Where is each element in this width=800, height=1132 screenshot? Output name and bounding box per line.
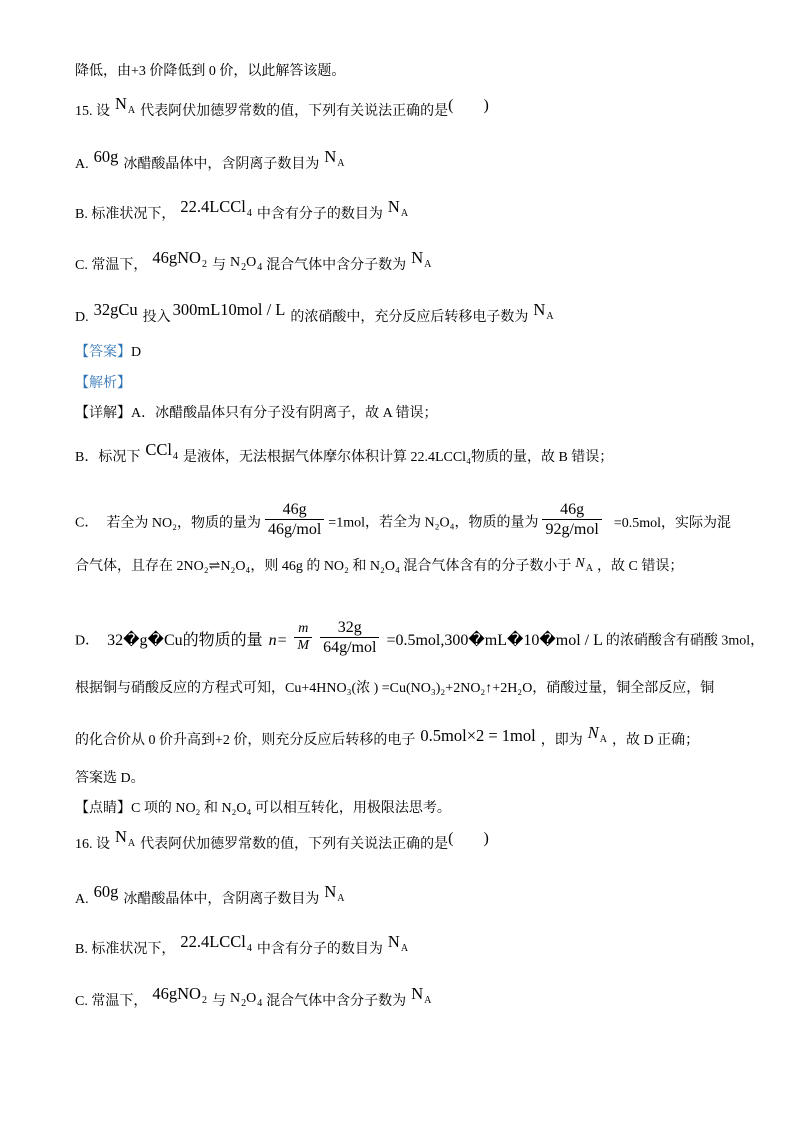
formula-subscript: 2 — [241, 998, 247, 1009]
fraction-denominator: 92g/mol — [545, 521, 599, 538]
symbol-subscript: A — [424, 995, 432, 1006]
symbol-n: N — [533, 300, 546, 319]
tip-text: C 项的 NO₂ 和 N₂O₄ 可以相互转化，用极限法思考。 — [131, 801, 451, 816]
fraction-denominator: M — [297, 638, 310, 653]
detail-b-text: 是液体，无法根据气体摩尔体积计算 22.4LCCl₄物质的量，故 B 错误； — [182, 450, 614, 465]
symbol-n: N — [387, 932, 400, 951]
option-text: 冰醋酸晶体中，含阴离子数目为 — [123, 892, 320, 907]
question-stem-text: 代表阿伏加德罗常数的值，下列有关说法正确的是 — [140, 104, 449, 119]
symbol-n: N — [587, 723, 599, 742]
symbol-subscript: A — [337, 893, 345, 904]
option-formula — [180, 932, 252, 954]
option-formula-2 — [229, 991, 263, 1009]
option-label: A. — [75, 157, 89, 172]
formula-subscript: 4 — [246, 208, 252, 219]
question-number: 16. 设 — [75, 837, 110, 852]
conclusion-line: 答案选 D。 — [75, 771, 145, 786]
avogadro-symbol-italic — [587, 723, 607, 745]
formula-part: N — [229, 255, 241, 270]
fraction-numerator: 46g — [265, 500, 324, 520]
option-text: 冰醋酸晶体中，含阴离子数目为 — [123, 157, 320, 172]
formula-main: CCl — [145, 440, 172, 459]
detail-d-text-1: 32�g�Cu的物质的量 — [107, 631, 263, 649]
option-label: B. 标准状况下， — [75, 207, 176, 222]
option-formula-1 — [152, 984, 207, 1006]
avogadro-symbol — [115, 827, 136, 849]
formula-subscript: 4 — [257, 262, 263, 273]
symbol-n: N — [324, 147, 337, 166]
formula-subscript: 4 — [246, 943, 252, 954]
symbol-n: N — [575, 556, 585, 571]
option-formula-2 — [229, 255, 263, 273]
detail-d-line-1 — [75, 619, 765, 661]
formula-subscript: 4 — [172, 451, 178, 462]
q15-option-c — [75, 248, 436, 277]
detail-b-line — [75, 440, 614, 469]
formula-subscript: 2 — [241, 262, 247, 273]
detail-d-result: =0.5mol,300�mL�10�mol / L — [386, 631, 603, 649]
option-text: 的浓硝酸中，充分反应后转移电子数为 — [290, 310, 529, 325]
detail-b-formula — [145, 440, 178, 462]
q16-option-a — [75, 882, 350, 911]
formula-part: N — [229, 991, 241, 1006]
avogadro-symbol — [115, 94, 136, 116]
formula-main: 22.4LCCl — [180, 932, 246, 951]
answer-label: 【答案】 — [75, 345, 131, 360]
q15-option-d — [75, 300, 559, 329]
avogadro-symbol — [411, 984, 432, 1006]
symbol-subscript: A — [400, 208, 409, 219]
symbol-subscript: A — [546, 311, 554, 322]
detail-a-text: A．冰醋酸晶体只有分子没有阴离子，故 A 错误； — [131, 406, 438, 421]
option-text: 混合气体中含分子数为 — [266, 258, 407, 273]
q15-option-b — [75, 197, 413, 226]
question-stem-text: 代表阿伏加德罗常数的值，下列有关说法正确的是 — [140, 837, 449, 852]
avogadro-symbol-italic — [575, 556, 593, 574]
symbol-subscript: A — [337, 158, 345, 169]
detail-c-line2-text: 合气体，且存在 2NO₂⇌N₂O₄，则 46g 的 NO₂ 和 N₂O₄ 混合气体含有的分子数小于 — [75, 559, 572, 574]
symbol-subscript: A — [127, 838, 136, 849]
answer-line — [75, 343, 141, 363]
paren-open: ( — [448, 97, 454, 114]
symbol-subscript: A — [127, 105, 136, 116]
fraction-numerator: m — [294, 621, 312, 638]
option-formula: 60g — [93, 882, 119, 901]
fraction-denominator: 64g/mol — [323, 639, 377, 656]
symbol-n: N — [115, 94, 127, 113]
option-text: 混合气体中含分子数为 — [266, 994, 407, 1009]
carryover-text: 降低，由+3 价降低到 0 价，以此解答该题。 — [75, 64, 346, 79]
symbol-n: N — [115, 827, 127, 846]
option-formula: 60g — [93, 147, 119, 166]
symbol-n: N — [411, 984, 424, 1003]
detail-d-tail: 的浓硝酸含有硝酸 3mol， — [605, 633, 765, 649]
formula-part: O — [246, 255, 257, 270]
option-label: A. — [75, 892, 89, 907]
formula-subscript: 2 — [201, 259, 207, 270]
question-16-stem — [75, 827, 489, 856]
detail-d-line3-mid: ，即为 — [540, 733, 583, 748]
avogadro-symbol — [324, 882, 345, 904]
paren-open: ( — [448, 830, 454, 847]
option-text: 中含有分子的数目为 — [256, 207, 383, 222]
symbol-subscript: A — [599, 734, 607, 745]
detail-d-line-3 — [75, 723, 700, 752]
detail-c-tail: =0.5mol，实际为混 — [613, 515, 731, 531]
symbol-subscript: A — [585, 563, 593, 574]
option-formula-2: 300mL10mol / L — [172, 300, 286, 319]
paren-close: ) — [483, 830, 489, 847]
symbol-n: N — [411, 248, 424, 267]
formula-part: O — [246, 991, 257, 1006]
detail-d-line3-text: 的化合价从 0 价升高到+2 价，则充分反应后转移的电子 — [75, 733, 416, 748]
detail-d-n-equals: n= — [268, 631, 288, 649]
avogadro-symbol — [387, 197, 409, 219]
formula-main: 46gNO — [152, 248, 201, 267]
analysis-line — [75, 374, 131, 394]
option-label: C. 常温下， — [75, 258, 148, 273]
fraction-numerator: 32g — [320, 618, 379, 638]
detail-c-text-1: 若全为 NO₂，物质的量为 — [106, 515, 261, 531]
fraction-1 — [265, 500, 324, 539]
fraction-2 — [542, 500, 601, 539]
avogadro-symbol — [324, 147, 345, 169]
option-formula-1 — [152, 248, 207, 270]
fraction-m-over-M — [294, 621, 312, 654]
detail-c-prefix: C． — [75, 515, 99, 531]
fraction-mass-over-molar-mass — [320, 618, 379, 657]
detail-d-line-2 — [75, 679, 714, 699]
symbol-n: N — [324, 882, 337, 901]
option-text: 中含有分子的数目为 — [256, 942, 383, 957]
detail-c-line-2 — [75, 557, 683, 578]
answer-value: D — [131, 345, 142, 360]
analysis-label: 【解析】 — [75, 376, 131, 391]
avogadro-symbol — [411, 248, 432, 270]
detail-b-prefix: B．标况下 — [75, 450, 141, 465]
avogadro-symbol — [533, 300, 554, 322]
formula-main: 46gNO — [152, 984, 201, 1003]
formula-main: 22.4LCCl — [180, 197, 246, 216]
detail-d-electron-formula: 0.5mol×2 = 1mol — [420, 726, 536, 745]
q15-option-a — [75, 147, 350, 176]
question-number: 15. 设 — [75, 104, 110, 119]
q16-option-c — [75, 984, 436, 1013]
detail-c-mid: =1mol，若全为 N₂O₄，物质的量为 — [328, 515, 539, 531]
detail-label: 【详解】 — [75, 406, 131, 421]
detail-d-line3-end: ，故 D 正确； — [611, 733, 700, 748]
option-label: D. — [75, 310, 89, 325]
detail-a-line — [75, 404, 437, 424]
detail-c-line-1 — [75, 501, 731, 543]
formula-subscript: 4 — [257, 998, 263, 1009]
option-label: C. 常温下， — [75, 994, 148, 1009]
avogadro-symbol — [387, 932, 409, 954]
detail-c-line2-end: ，故 C 错误； — [596, 559, 684, 574]
tip-line — [75, 799, 451, 819]
symbol-subscript: A — [424, 259, 432, 270]
formula-subscript: 2 — [201, 995, 207, 1006]
symbol-subscript: A — [400, 943, 409, 954]
fraction-numerator: 46g — [542, 500, 601, 520]
q16-option-b — [75, 932, 413, 961]
option-joiner: 与 — [211, 994, 226, 1009]
tip-label: 【点睛】 — [75, 801, 131, 816]
symbol-n: N — [387, 197, 400, 216]
option-formula — [180, 197, 252, 219]
option-label: B. 标准状况下， — [75, 942, 176, 957]
option-joiner: 与 — [211, 258, 226, 273]
option-joiner: 投入 — [142, 310, 171, 325]
question-15-stem — [75, 94, 489, 123]
fraction-denominator: 46g/mol — [267, 521, 322, 538]
detail-d-prefix: D． — [75, 633, 100, 649]
detail-d-line2-text: 根据铜与硝酸反应的方程式可知，Cu+4HNO₃(浓 ) =Cu(NO₃)₂+2NO₂↑+2H₂O，硝酸过量，铜全部反应，铜 — [75, 681, 715, 696]
paren-close: ) — [483, 97, 489, 114]
option-formula-1: 32gCu — [93, 300, 138, 319]
